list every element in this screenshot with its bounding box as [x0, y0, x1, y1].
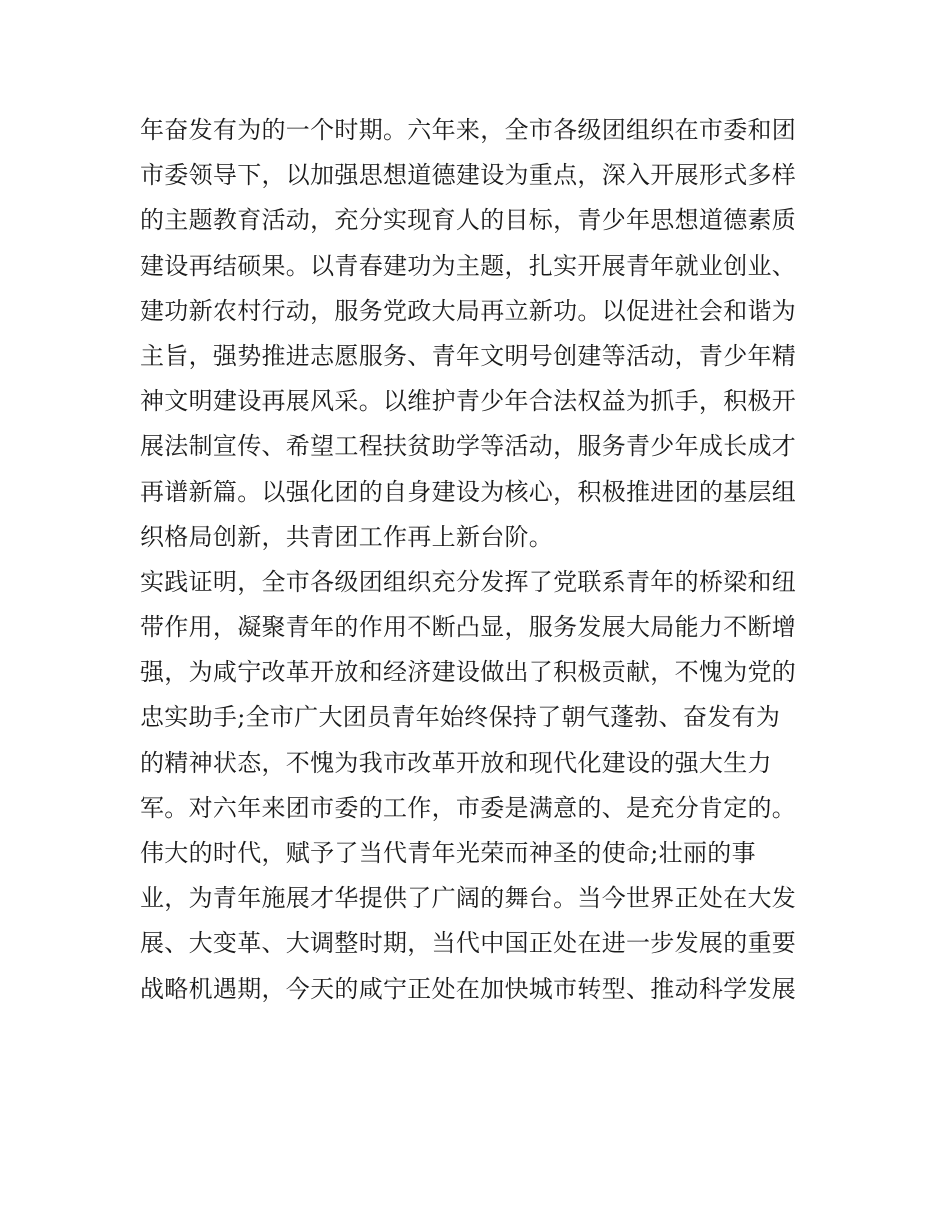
text-line: 主旨，强势推进志愿服务、青年文明号创建等活动，青少年精 — [140, 341, 797, 370]
text-line: 神文明建设再展风采。以维护青少年合法权益为抓手，积极开 — [140, 387, 797, 416]
text-line: 年奋发有为的一个时期。六年来，全市各级团组织在市委和团 — [140, 116, 797, 144]
text-line: 带作用，凝聚青年的作用不断凸显，服务发展大局能力不断增 — [140, 613, 797, 642]
text-line: 强，为咸宁改革开放和经济建设做出了积极贡献，不愧为党的 — [140, 658, 797, 687]
text-line: 市委领导下，以加强思想道德建设为重点，深入开展形式多样 — [140, 161, 797, 190]
text-line: 伟大的时代，赋予了当代青年光荣而神圣的使命;壮丽的事 — [140, 839, 756, 867]
text-line: 军。对六年来团市委的工作，市委是满意的、是充分肯定的。 — [140, 793, 797, 822]
text-line: 战略机遇期，今天的咸宁正处在加快城市转型、推动科学发展 — [140, 974, 797, 1003]
text-line: 再谱新篇。以强化团的自身建设为核心，积极推进团的基层组 — [140, 477, 797, 506]
text-line: 忠实助手;全市广大团员青年始终保持了朝气蓬勃、奋发有为 — [140, 703, 781, 732]
body-text — [140, 108, 820, 1012]
text-line: 业，为青年施展才华提供了广阔的舞台。当今世界正处在大发 — [140, 884, 797, 913]
text-line: 织格局创新，共青团工作再上新台阶。 — [140, 522, 554, 551]
text-line: 建设再结硕果。以青春建功为主题，扎实开展青年就业创业、 — [140, 251, 797, 280]
text-line: 实践证明，全市各级团组织充分发挥了党联系青年的桥梁和纽 — [140, 567, 797, 596]
text-line: 建功新农村行动，服务党政大局再立新功。以促进社会和谐为 — [140, 296, 797, 325]
text-line: 展法制宣传、希望工程扶贫助学等活动，服务青少年成长成才 — [140, 432, 797, 461]
text-line: 的精神状态，不愧为我市改革开放和现代化建设的强大生力 — [140, 748, 772, 777]
text-line: 的主题教育活动，充分实现育人的目标，青少年思想道德素质 — [140, 206, 797, 235]
text-line: 展、大变革、大调整时期，当代中国正处在进一步发展的重要 — [140, 929, 797, 958]
